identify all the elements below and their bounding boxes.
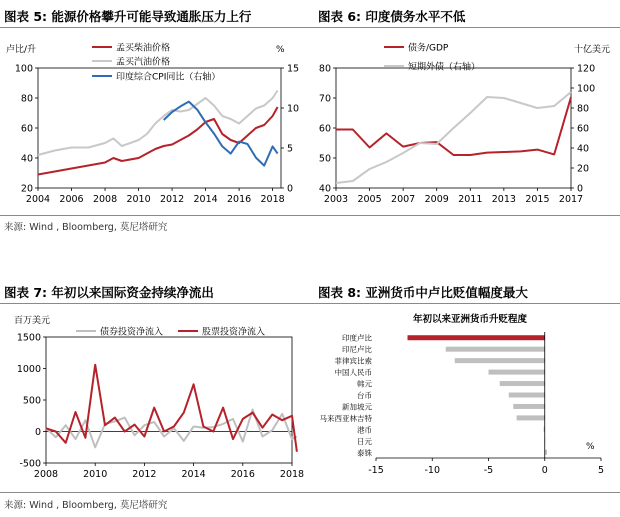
series-line-1	[336, 92, 571, 183]
x-tick-label: 2013	[491, 194, 516, 205]
y-right-tick-label: 5	[287, 143, 294, 155]
y-left-tick-label: 0	[34, 427, 41, 438]
x-tick-label: 2014	[181, 469, 206, 480]
chart7-svg	[0, 305, 310, 495]
legend-label-1: 股票投资净流入	[202, 327, 266, 338]
x-tick-label: -5	[483, 465, 494, 476]
series-line-0	[336, 97, 571, 155]
legend-label-0: 债券投资净流入	[100, 327, 164, 338]
bottom-divider-1	[0, 303, 620, 304]
x-tick-label: 0	[541, 465, 548, 476]
x-tick-label: 2017	[558, 194, 584, 205]
y-left-tick-label: 60	[318, 123, 331, 135]
chart7-plot-frame	[46, 337, 292, 463]
bar	[509, 393, 545, 398]
chart6-title-text: 印度债务水平不低	[365, 9, 466, 24]
x-tick-label: 5	[597, 465, 605, 476]
x-tick-label: 2007	[391, 194, 416, 205]
chart6-title	[318, 7, 465, 25]
y-left-tick-label: 20	[20, 183, 33, 195]
bar	[455, 358, 545, 363]
series-line-0	[38, 107, 278, 175]
chart5-svg	[0, 28, 310, 218]
chart5-plot-frame	[38, 68, 281, 188]
y-right-tick-label: 0	[287, 183, 294, 195]
x-tick-label: 2015	[525, 194, 550, 205]
y-right-tick-label: 20	[577, 163, 590, 175]
x-tick-label: 2003	[323, 194, 349, 205]
bar-category-label: 泰铢	[357, 448, 372, 458]
legend-label-1: 孟买汽油价格	[116, 57, 171, 68]
x-tick-label: 2012	[159, 194, 185, 205]
chart7-source: 来源: Wind , Bloomberg, 莫尼塔研究	[4, 500, 168, 511]
x-tick-label: 2004	[25, 194, 51, 205]
legend-label-0: 孟买柴油价格	[116, 43, 171, 54]
y-left-tick-label: 500	[22, 395, 41, 407]
y-right-tick-label: 100	[577, 83, 596, 95]
legend-label-0: 债务/GDP	[408, 43, 449, 54]
x-tick-label: 2016	[230, 469, 255, 480]
chart8-xlabel: %	[586, 442, 595, 452]
chart5-fig-label: 图表 5:	[4, 9, 48, 24]
x-tick-label: 2011	[458, 194, 483, 205]
y-left-tick-label: 1500	[16, 332, 41, 344]
chart8-fig-label: 图表 8:	[318, 285, 362, 300]
chart6-svg	[310, 28, 620, 218]
chart7-fig-label: 图表 7:	[4, 285, 48, 300]
x-tick-label: 2018	[279, 469, 305, 480]
chart8-svg	[310, 305, 620, 495]
x-tick-label: -15	[368, 465, 384, 476]
chart5-ylabel-right: %	[276, 45, 285, 55]
x-tick-label: 2018	[260, 194, 285, 205]
x-tick-label: 2014	[193, 194, 218, 205]
y-left-tick-label: 100	[14, 63, 33, 75]
series-line-1	[46, 365, 297, 452]
y-left-tick-label: 1000	[16, 364, 41, 375]
y-right-tick-label: 60	[577, 123, 590, 135]
legend-label-2: 印度综合CPI同比（右轴）	[116, 72, 221, 83]
x-tick-label: 2005	[357, 194, 382, 205]
y-left-tick-label: 70	[318, 93, 331, 105]
x-tick-label: 2016	[227, 194, 252, 205]
chart5-title	[4, 7, 251, 25]
y-right-tick-label: 40	[577, 143, 590, 155]
y-left-tick-label: 80	[20, 93, 33, 105]
chart7-ylabel: 百万美元	[14, 316, 51, 326]
x-tick-label: 2008	[33, 469, 59, 480]
bar-category-label: 新加坡元	[342, 402, 372, 412]
bar-category-label: 日元	[357, 436, 372, 446]
x-tick-label: -10	[424, 465, 441, 476]
chart5-title-text: 能源价格攀升可能导致通胀压力上行	[51, 9, 252, 24]
bar-category-label: 港币	[357, 425, 372, 435]
bar	[408, 335, 545, 340]
y-right-tick-label: 10	[287, 103, 300, 115]
bar-category-label: 韩元	[357, 379, 372, 389]
x-tick-label: 2008	[92, 194, 118, 205]
chart5-ylabel-left: 卢比/升	[6, 45, 37, 55]
chart6-ylabel-right: 十亿美元	[573, 45, 610, 55]
chart7-title	[4, 283, 214, 301]
bar-category-label: 菲律宾比索	[334, 356, 372, 366]
bar-category-label: 台币	[357, 391, 372, 400]
y-right-tick-label: 15	[287, 63, 300, 75]
y-left-tick-label: 60	[20, 123, 33, 135]
y-left-tick-label: 40	[318, 183, 331, 195]
x-tick-label: 2012	[132, 469, 157, 480]
chart7-title-text: 年初以来国际资金持续净流出	[51, 285, 214, 300]
bar	[513, 404, 545, 409]
x-tick-label: 2009	[424, 194, 449, 205]
y-right-tick-label: 120	[577, 63, 596, 75]
chart6-fig-label: 图表 6:	[318, 9, 362, 24]
y-right-tick-label: 80	[577, 103, 590, 115]
x-tick-label: 2006	[59, 194, 84, 205]
y-left-tick-label: 80	[318, 63, 331, 75]
x-tick-label: 2010	[126, 194, 151, 205]
bar	[446, 347, 545, 352]
y-left-tick-label: 40	[20, 153, 33, 165]
bar	[489, 370, 545, 375]
bar	[517, 415, 545, 420]
series-line-1	[38, 91, 278, 156]
bar-category-label: 印尼卢比	[342, 345, 372, 355]
y-right-tick-label: 0	[577, 183, 584, 195]
chart8-inner-title: 年初以来亚洲货币升贬程度	[412, 314, 528, 325]
bar-category-label: 马来西亚林吉特	[319, 413, 372, 423]
bar-category-label: 中国人民币	[334, 368, 372, 378]
legend-label-1: 短期外债（右轴）	[408, 62, 481, 73]
y-left-tick-label: -500	[19, 458, 41, 470]
chart5-source: 来源: Wind , Bloomberg, 莫尼塔研究	[4, 222, 168, 233]
chart8-title	[318, 283, 528, 301]
bar	[500, 381, 545, 386]
chart8-title-text: 亚洲货币中卢比贬值幅度最大	[365, 285, 528, 300]
x-tick-label: 2010	[83, 469, 108, 480]
bar-category-label: 印度卢比	[342, 333, 372, 343]
y-left-tick-label: 50	[318, 153, 331, 165]
